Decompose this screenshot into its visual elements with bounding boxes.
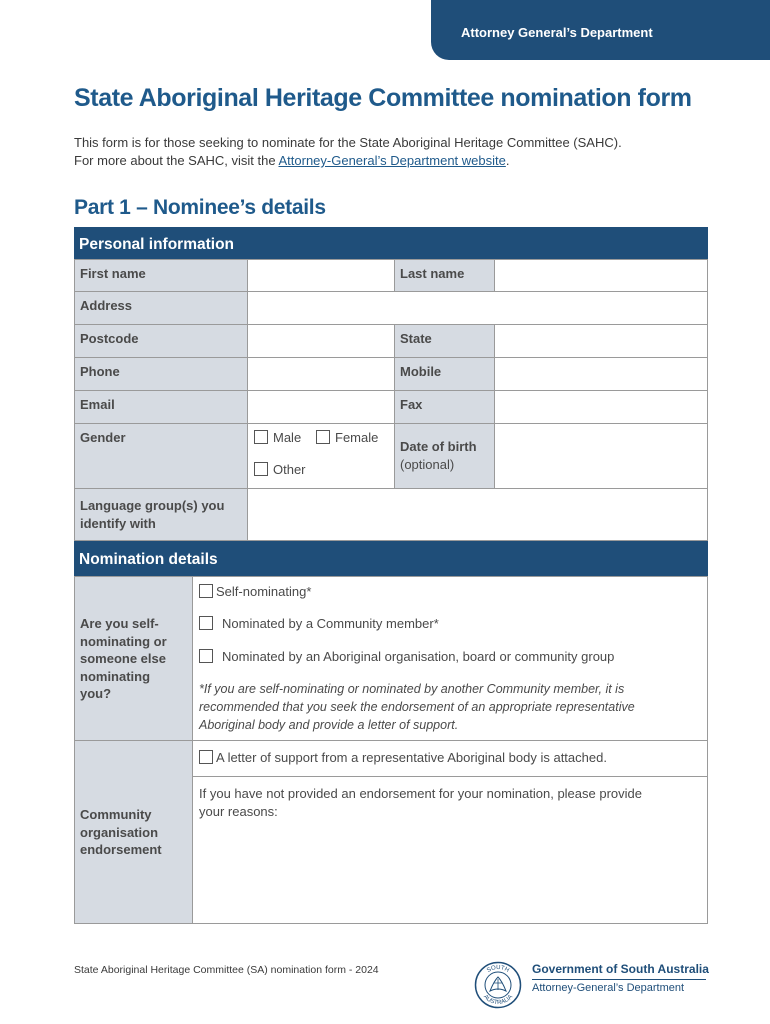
mobile-label: Mobile (394, 357, 495, 391)
postcode-label: Postcode (74, 324, 248, 358)
dob-field[interactable] (494, 423, 708, 489)
endorsement-line-2: organisation (80, 824, 159, 840)
mobile-field[interactable] (494, 357, 708, 391)
note-line-1: *If you are self-nominating or nominated by another Community member, it is (199, 682, 625, 696)
community-member-checkbox[interactable] (199, 616, 213, 630)
intro-line-2-suffix: . (505, 153, 510, 168)
gender-other-option[interactable] (254, 462, 306, 477)
community-endorsement-label (74, 740, 193, 924)
question-line-1: Are you self- (80, 616, 159, 631)
gender-female-option[interactable] (316, 430, 378, 445)
question-line-4: nominating (80, 668, 151, 684)
letter-of-support-checkbox[interactable] (199, 750, 213, 764)
male-checkbox[interactable] (254, 430, 268, 444)
first-name-field[interactable] (247, 259, 395, 292)
language-group-label (74, 488, 248, 541)
self-nominating-option[interactable] (199, 584, 311, 599)
endorsement-recommendation-note (199, 680, 635, 734)
reasons-prompt-line-1: If you have not provided an endorsement for your nomination, please provide (199, 786, 642, 801)
last-name-field[interactable] (494, 259, 708, 292)
male-option-label: Male (273, 430, 302, 445)
self-nominating-label: Self-nominating* (216, 584, 312, 599)
language-group-label-line2: identify with (80, 515, 156, 531)
address-label: Address (74, 291, 248, 325)
email-label: Email (74, 390, 248, 424)
personal-info-heading: Personal information (74, 227, 708, 259)
state-field[interactable] (494, 324, 708, 358)
part1-title: Part 1 – Nominee’s details (74, 196, 326, 219)
community-member-label: Nominated by a Community member* (222, 616, 439, 631)
dob-label-text: Date of birth (400, 439, 477, 454)
svg-text:SOUTH: SOUTH (486, 964, 510, 974)
dob-label (394, 423, 495, 489)
other-option-label: Other (273, 462, 306, 477)
footer-document-title: State Aboriginal Heritage Committee (SA) nomination form - 2024 (74, 964, 379, 976)
email-field[interactable] (247, 390, 395, 424)
letter-of-support-label: A letter of support from a representative Aboriginal body is attached. (216, 750, 607, 765)
question-line-2: nominating or (80, 633, 167, 649)
logo-divider (532, 979, 706, 980)
fax-field[interactable] (494, 390, 708, 424)
postcode-field[interactable] (247, 324, 395, 358)
sa-government-seal-logo (474, 961, 522, 1009)
state-label: State (394, 324, 495, 358)
gender-male-option[interactable] (254, 430, 301, 445)
fax-label: Fax (394, 390, 495, 424)
female-checkbox[interactable] (316, 430, 330, 444)
aboriginal-organisation-option[interactable] (199, 649, 614, 664)
intro-line-1: This form is for those seeking to nominate for the State Aboriginal Heritage Committee (SAHC). (74, 135, 622, 150)
intro-line-2-prefix: For more about the SAHC, visit the (74, 153, 279, 168)
government-of-south-australia-title: Government of South Australia (532, 962, 709, 976)
letter-of-support-option[interactable] (199, 750, 607, 765)
department-header-tab (431, 0, 770, 60)
intro-text (74, 134, 622, 170)
question-line-5: you? (80, 686, 112, 701)
community-member-option[interactable] (199, 616, 439, 631)
note-line-2: recommended that you seek the endorsement of an appropriate representative (199, 700, 635, 714)
endorsement-reasons-field[interactable] (192, 776, 708, 924)
endorsement-line-1: Community (80, 807, 152, 822)
reasons-prompt-line-2: your reasons: (199, 804, 278, 819)
svg-text:AUSTRALIA: AUSTRALIA (481, 994, 515, 1007)
address-field[interactable] (247, 291, 708, 325)
nomination-details-heading: Nomination details (74, 541, 708, 576)
gender-label: Gender (74, 423, 248, 489)
phone-label: Phone (74, 357, 248, 391)
endorsement-line-3: endorsement (80, 842, 162, 857)
page-title: State Aboriginal Heritage Committee nomination form (74, 84, 692, 112)
aboriginal-organisation-checkbox[interactable] (199, 649, 213, 663)
attorney-generals-department-subtitle: Attorney-General’s Department (532, 982, 685, 994)
language-group-field[interactable] (247, 488, 708, 541)
department-name: Attorney General’s Department (461, 25, 653, 40)
intro-line-2 (74, 152, 622, 170)
female-option-label: Female (335, 430, 379, 445)
phone-field[interactable] (247, 357, 395, 391)
question-line-3: someone else (80, 651, 166, 666)
other-checkbox[interactable] (254, 462, 268, 476)
first-name-label: First name (74, 259, 248, 292)
note-line-3: Aboriginal body and provide a letter of support. (199, 718, 459, 732)
department-website-link[interactable]: Attorney-General’s Department website (278, 153, 506, 168)
last-name-label: Last name (394, 259, 495, 292)
self-nominating-checkbox[interactable] (199, 584, 213, 598)
dob-optional-note: (optional) (400, 456, 455, 472)
language-group-label-line1: Language group(s) you (80, 498, 225, 513)
aboriginal-organisation-label: Nominated by an Aboriginal organisation, board or community group (222, 649, 615, 664)
nomination-question-label (74, 576, 193, 741)
